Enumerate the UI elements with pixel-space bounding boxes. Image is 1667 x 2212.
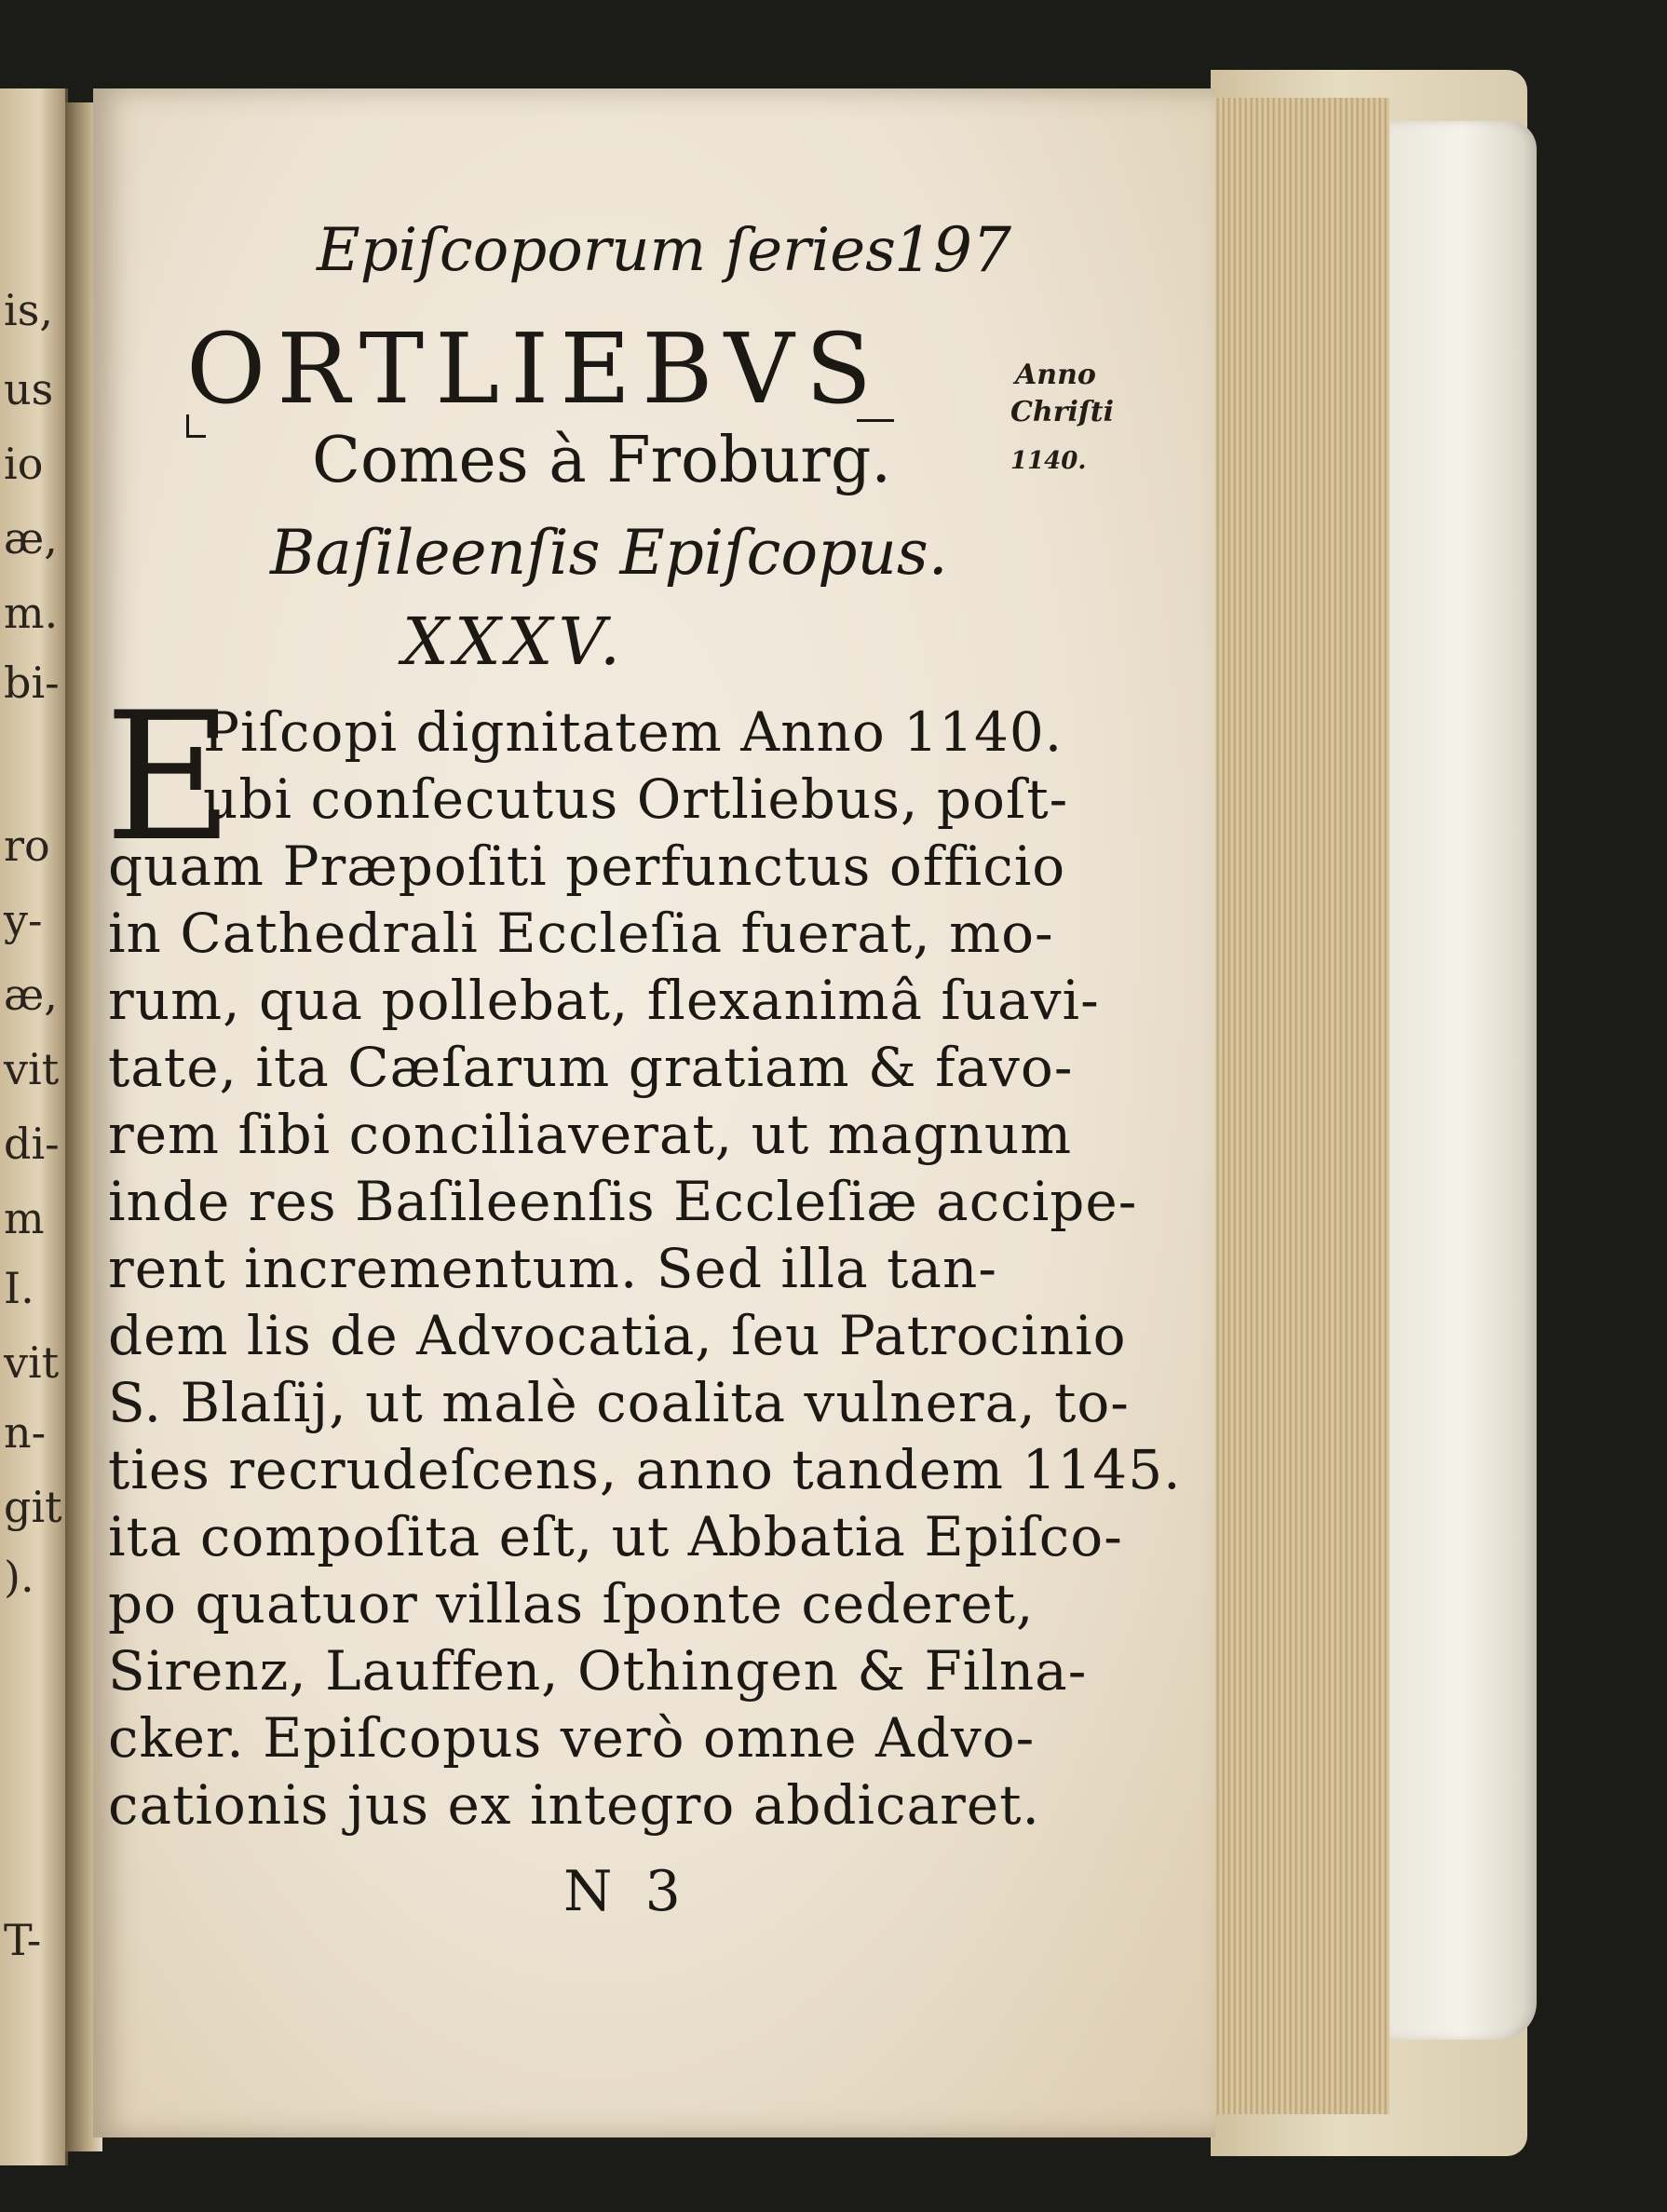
page-number: 197	[894, 214, 1011, 286]
signature-mark: N 3	[563, 1859, 688, 1924]
entry-title: ORTLIEBVS	[186, 312, 883, 426]
margin-note-line: 1140.	[1010, 447, 1087, 475]
vellum-cover-flap	[1388, 121, 1537, 2040]
title-rule-right	[857, 414, 894, 422]
body-line: ties recrudeſcens, anno tandem 1145.	[108, 1438, 1182, 1501]
title-rule-left	[186, 414, 206, 438]
left-fragment: I.	[4, 1263, 34, 1313]
left-fragment: io	[4, 439, 44, 489]
entry-see: Baſileenſis Epiſcopus.	[270, 517, 948, 589]
entry-subtitle: Comes à Froburg.	[312, 424, 891, 497]
body-line: cker. Epiſcopus verò omne Advo-	[108, 1706, 1036, 1770]
left-fragment: m.	[4, 588, 59, 638]
left-fragment: æ,	[4, 970, 58, 1020]
page-block-fore-edge	[1211, 98, 1389, 2114]
left-fragment: y-	[4, 895, 43, 945]
body-line: in Cathedrali Eccleſia fuerat, mo-	[108, 902, 1054, 965]
body-line: S. Blaſij, ut malè coalita vulnera, to-	[108, 1371, 1130, 1434]
left-fragment: di-	[4, 1119, 60, 1169]
body-line: po quatuor villas ſponte cederet,	[108, 1572, 1035, 1635]
body-line: cationis jus ex integro abdicaret.	[108, 1773, 1040, 1837]
left-fragment: n-	[4, 1407, 47, 1458]
left-fragment: m	[4, 1193, 45, 1243]
left-fragment: bi-	[4, 658, 60, 708]
left-fragment: æ,	[4, 513, 58, 563]
left-fragment: git	[4, 1482, 62, 1532]
body-line: rem ſibi conciliaverat, ut magnum	[108, 1103, 1073, 1166]
left-fragment: T-	[4, 1915, 42, 1965]
left-fragment: is,	[4, 285, 53, 335]
body-line: tate, ita Cæſarum gratiam & favo-	[108, 1036, 1074, 1099]
margin-note-line: Chriſti	[1010, 396, 1115, 428]
body-line: inde res Baſileenſis Eccleſiæ accipe-	[108, 1170, 1138, 1233]
entry-ordinal: XXXV.	[402, 604, 627, 680]
left-page-edge	[0, 88, 68, 2165]
body-line: ubi conſecutus Ortliebus, poſt-	[203, 767, 1069, 831]
left-fragment: vit	[4, 1337, 60, 1388]
left-fragment: ro	[4, 821, 50, 871]
body-line: rum, qua pollebat, flexanimâ ſuavi-	[108, 969, 1100, 1032]
running-head: Epiſcoporum ſeries	[317, 216, 896, 285]
body-line: ita compoſita eſt, ut Abbatia Epiſco-	[108, 1505, 1123, 1568]
body-line: Sirenz, Lauffen, Othingen & Filna-	[108, 1639, 1088, 1703]
left-fragment: us	[4, 364, 54, 414]
margin-note-line: Anno	[1015, 359, 1096, 391]
body-line: Piſcopi dignitatem Anno 1140.	[203, 700, 1064, 764]
left-fragment: ).	[4, 1552, 34, 1602]
left-fragment: vit	[4, 1044, 60, 1094]
body-line: rent incrementum. Sed illa tan-	[108, 1237, 997, 1300]
drop-cap: E	[104, 674, 234, 880]
body-line: quam Præpoſiti perfunctus officio	[108, 835, 1066, 898]
body-line: dem lis de Advocatia, ſeu Patrocinio	[108, 1304, 1127, 1367]
